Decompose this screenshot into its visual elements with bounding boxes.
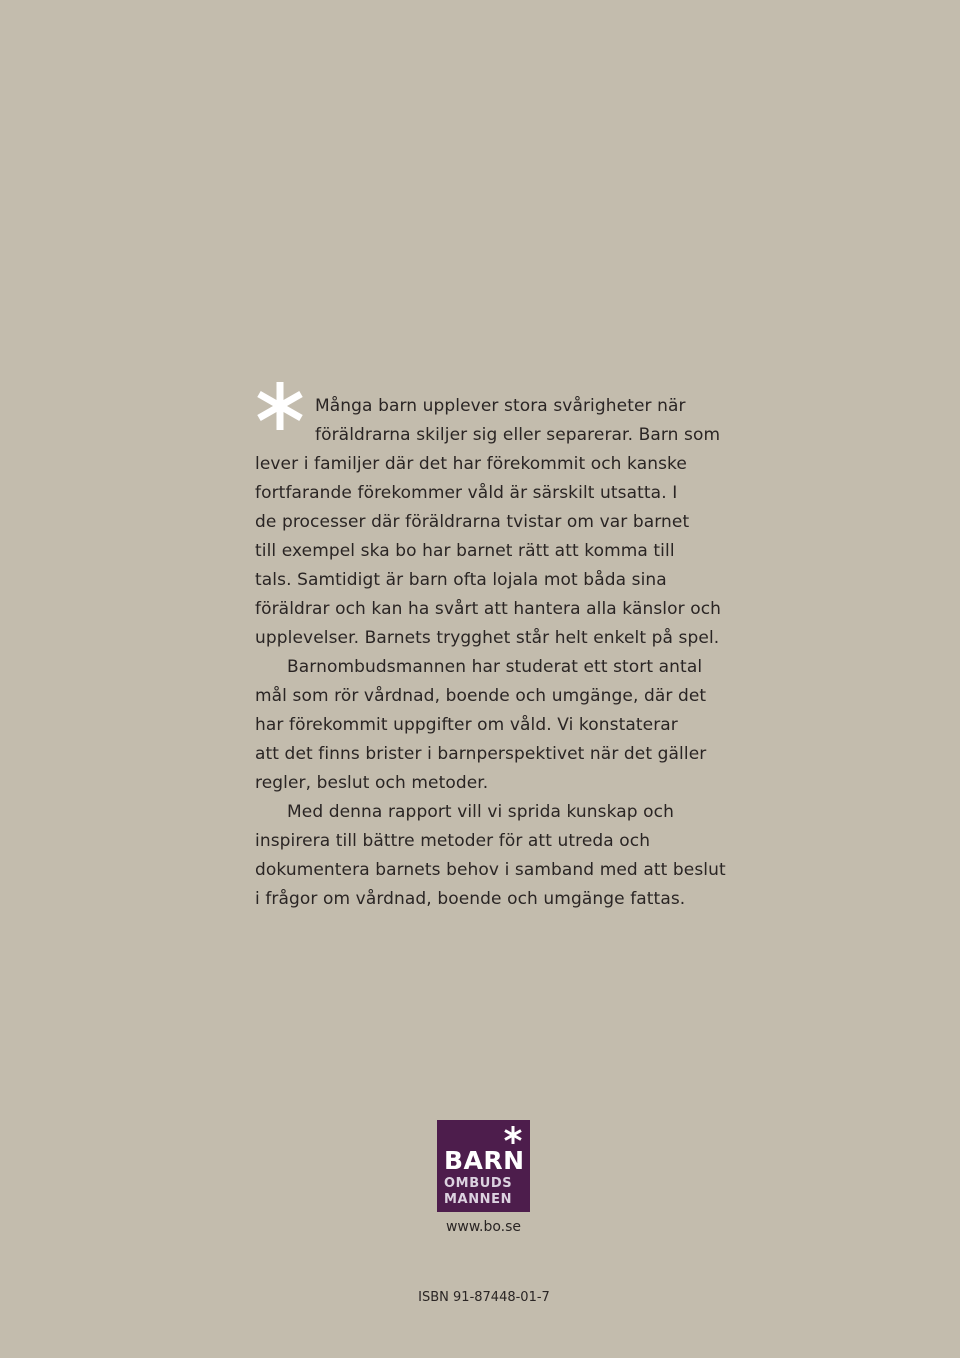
logo-word-ombuds: OMBUDS (444, 1176, 513, 1191)
logo-word-mannen: MANNEN (444, 1192, 513, 1207)
text-line: Med denna rapport vill vi sprida kunskap och (287, 802, 674, 822)
text-line: föräldrar och kan ha svårt att hantera alla känslor och (255, 599, 722, 619)
isbn-number: ISBN 91-87448-01-7 (418, 1290, 550, 1305)
logo-asterisk-icon (503, 1125, 523, 1145)
barnombudsmannen-logo (437, 1120, 530, 1212)
text-line: de processer där föräldrarna tvistar om var barnet (255, 512, 690, 532)
text-line: till exempel ska bo har barnet rätt att komma till (255, 541, 675, 561)
text-line: fortfarande förekommer våld är särskilt utsatta. I (255, 483, 678, 503)
text-line: upplevelser. Barnets trygghet står helt enkelt på spel. (255, 628, 720, 648)
text-line: mål som rör vårdnad, boende och umgänge, där det (255, 686, 707, 706)
body-text (255, 392, 725, 914)
logo-word-barn: BARN (444, 1146, 525, 1175)
text-line: dokumentera barnets behov i samband med att beslut (255, 860, 726, 880)
text-line: lever i familjer där det har förekommit och kanske (255, 454, 687, 474)
text-line: inspirera till bättre metoder för att utreda och (255, 831, 651, 851)
text-line: Många barn upplever stora svårigheter när (315, 396, 686, 416)
text-line: föräldrarna skiljer sig eller separerar. Barn som (315, 425, 721, 445)
website-url: www.bo.se (445, 1219, 522, 1235)
text-line: har förekommit uppgifter om våld. Vi konstaterar (255, 715, 678, 735)
text-line: regler, beslut och metoder. (255, 773, 489, 793)
text-line: att det finns brister i barnperspektivet när det gäller (255, 744, 707, 764)
text-line: Barnombudsmannen har studerat ett stort antal (287, 657, 703, 677)
text-line: tals. Samtidigt är barn ofta lojala mot båda sina (255, 570, 667, 590)
text-line: i frågor om vårdnad, boende och umgänge fattas. (255, 889, 686, 909)
